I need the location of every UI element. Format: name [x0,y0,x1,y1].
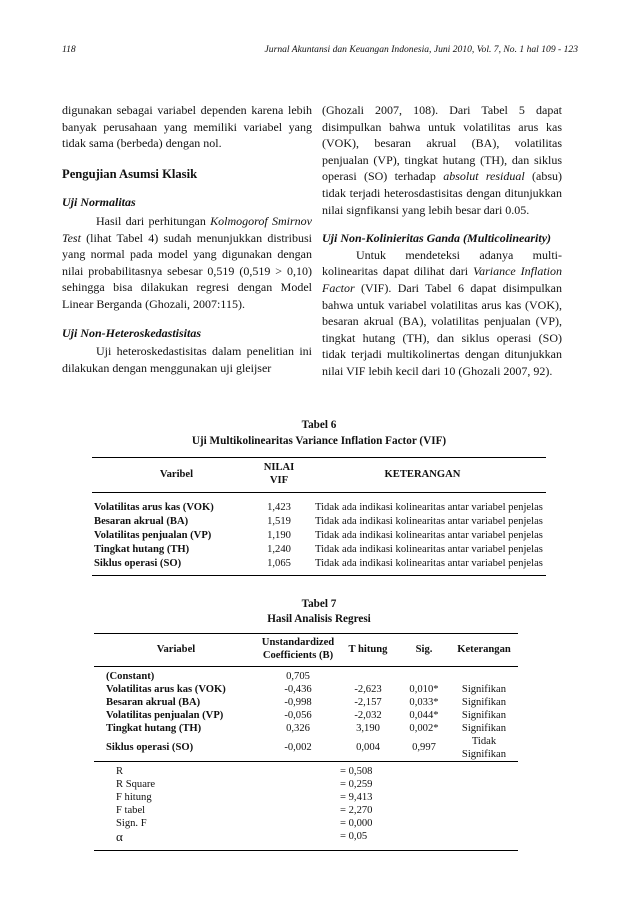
table-row [92,493,546,516]
paragraph: digunakan sebagai variabel dependen karena lebih banyak perusahaan yang memiliki variabel yang tidak sama (berbeda) dengan nol. [62,103,312,151]
table-regression [94,633,518,851]
table-cell: Tingkat hutang (TH) [106,723,202,735]
stat-row [94,805,518,818]
table-cell: Signifikan [461,697,507,709]
text-run: (lihat Tabel 4) sudah menunjukkan distribusi yang normal pada model yang digunakan dengan nilai probabilitasnya sebesar 0,519 (0,519 > 0,10) sehingga bisa dilakukan regresi dengan Model Linear Berganda (Ghozali, 2007:115). [62,230,312,311]
table-cell: 0,997 [412,742,436,754]
column-header: Unstandardized Coefficients (B) [258,634,338,667]
table-cell: 1,240 [267,543,291,555]
stat-value: = 0,05 [338,831,518,851]
stat-row [94,792,518,805]
stat-row [94,818,518,831]
table-cell: -0,056 [284,710,312,722]
table-cell: -2,623 [354,684,382,696]
page-number: 118 [62,44,76,55]
table-cell: 0,326 [286,723,310,735]
stat-value: = 2,270 [340,805,373,817]
table-cell: Siklus operasi (SO) [94,557,182,569]
table-cell: Signifikan [461,710,507,722]
table-cell: -0,998 [284,697,312,709]
paragraph: Uji heteroskedastisitas dalam penelitian ini dilakukan dengan menggunakan uji gleijser [62,344,312,375]
table-cell: 0,705 [286,671,310,683]
column-header: Varibel [92,458,259,493]
table-row [92,543,546,557]
spacer-cell [258,762,338,780]
table-row [92,529,546,543]
table-cell: 0,004 [356,742,380,754]
paragraph [322,247,562,380]
section-heading: Pengujian Asumsi Klasik [62,166,198,181]
table-cell: 0,033* [409,697,439,709]
table-cell: 3,190 [356,723,380,735]
table-cell: Tidak ada indikasi kolinearitas antar variabel penjelas [315,529,543,541]
table-row [92,557,546,576]
stat-value: = 0,508 [338,762,518,780]
table-cell: -0,436 [284,684,312,696]
table-cell: 0,044* [409,710,439,722]
table-cell: 1,065 [267,557,291,569]
text-run: (VIF). Dari Tabel 6 dapat disimpulkan bahwa untuk variabel volatilitas arus kas (VOK), besaran akrual (BA), volatilitas penjualan (VP), tingkat hutang (TH), dan siklus operasi (SO) tidak terjadi multikolinertas dengan ditunjukkan nilai VIF lebih kecil dari 10 (Ghozali 2007, 92). [322,280,562,378]
table6-caption-title: Uji Multikolinearitas Variance Inflation Factor (VIF) [191,435,447,447]
paragraph [62,213,312,313]
italic-term: absolut residual [443,169,525,184]
table-cell [398,667,450,685]
text-run: (absu) tidak terjadi heterosdastisitas dengan ditunjukkan nilai signfikansi yang lebih besar dari 0.05. [322,169,563,217]
table6-caption-number: Tabel 6 [301,419,337,431]
table-cell: 0,002* [409,723,439,735]
table-vif [92,457,546,576]
right-column [322,102,562,380]
table-row [94,684,518,697]
column-header: KETERANGAN [299,458,546,493]
stat-value: = 0,259 [340,779,373,791]
paragraph [322,102,562,218]
spacer-cell [258,779,338,792]
table-cell: Volatilitas penjualan (VP) [94,529,212,541]
stat-row [94,779,518,792]
table-cell: 1,519 [267,515,291,527]
table-cell [338,667,398,685]
stat-label: Sign. F [116,818,147,830]
table-cell: -0,002 [284,742,312,754]
table-cell: -2,157 [354,697,382,709]
table-cell: Besaran akrual (BA) [94,515,189,527]
subsection-heading: Uji Normalitas [62,195,136,210]
table-cell: Tidak ada indikasi kolinearitas antar variabel penjelas [315,501,543,513]
table-row [94,697,518,710]
subsection-heading: Uji Non-Heteroskedastisitas [62,325,202,340]
table-cell: Signifikan [461,723,507,735]
table-row [94,736,518,762]
table-row [94,710,518,723]
table-cell: Volatilitas penjualan (VP) [106,710,224,722]
column-header: T hitung [338,634,398,667]
table-cell: Tidak Signifikan [461,736,507,760]
running-header: Jurnal Akuntansi dan Keuangan Indonesia, Juni 2010, Vol. 7, No. 1 hal 109 - 123 [264,44,578,55]
column-header: Keterangan [450,634,518,667]
column-header: NILAI VIF [259,458,299,493]
spacer-cell [258,831,338,851]
stat-label: R Square [116,779,156,791]
table-cell: Tingkat hutang (TH) [94,543,190,555]
table-cell: Tidak ada indikasi kolinearitas antar variabel penjelas [315,543,543,555]
italic-term: Variance Inflation Factor [322,264,562,295]
table-cell: Besaran akrual (BA) [106,697,201,709]
text-run: (Ghozali 2007, 108). Dari Tabel 5 dapat disimpulkan bahwa untuk volatilitas arus kas (VOK), besaran akrual (BA), volatilitas penjualan (VP), tingkat hutang (TH), dan siklus operasi (SO) terhadap [322,103,562,184]
column-header: Sig. [398,634,450,667]
spacer-cell [258,792,338,805]
table-cell: Volatilitas arus kas (VOK) [106,684,226,696]
table-header-row [94,634,518,667]
left-column [62,102,312,376]
text-run: Untuk mendeteksi adanya multi-kolinearitas dapat dilihat dari [322,247,562,279]
spacer-cell [258,805,338,818]
stat-label: α [94,831,258,851]
subsection-heading: Uji Non-Kolinieritas Ganda (Multicolinearity) [322,231,552,246]
table-cell [450,667,518,685]
stat-label: F tabel [116,805,146,817]
table-cell: Tidak ada indikasi kolinearitas antar variabel penjelas [315,515,543,527]
stat-label: F hitung [116,792,152,804]
table-cell: Tidak ada indikasi kolinearitas antar variabel penjelas [315,557,543,569]
stat-row [94,831,518,851]
table-row [92,515,546,529]
table-row [94,667,518,685]
table-cell: 0,010* [409,684,439,696]
stat-value: = 0,000 [340,818,373,830]
italic-term: Kolmogorof Smirnov Test [62,213,312,245]
table-cell: 1,190 [267,529,291,541]
table-header-row [92,458,546,493]
table-cell: 1,423 [267,501,291,513]
table-cell: -2,032 [354,710,382,722]
stat-value: = 9,413 [340,792,373,804]
table-cell: (Constant) [106,671,155,683]
stat-label: R [94,762,258,780]
table-cell: Volatilitas arus kas (VOK) [94,501,214,513]
spacer-cell [258,818,338,831]
column-header: Variabel [94,634,258,667]
table7-caption-number: Tabel 7 [301,598,337,610]
table-cell: Siklus operasi (SO) [106,742,194,754]
table7-caption-title: Hasil Analisis Regresi [267,613,371,625]
table-cell: Signifikan [461,684,507,696]
text-run: Hasil dari perhitungan [96,213,211,228]
stat-row [94,762,518,780]
table-row [94,723,518,736]
